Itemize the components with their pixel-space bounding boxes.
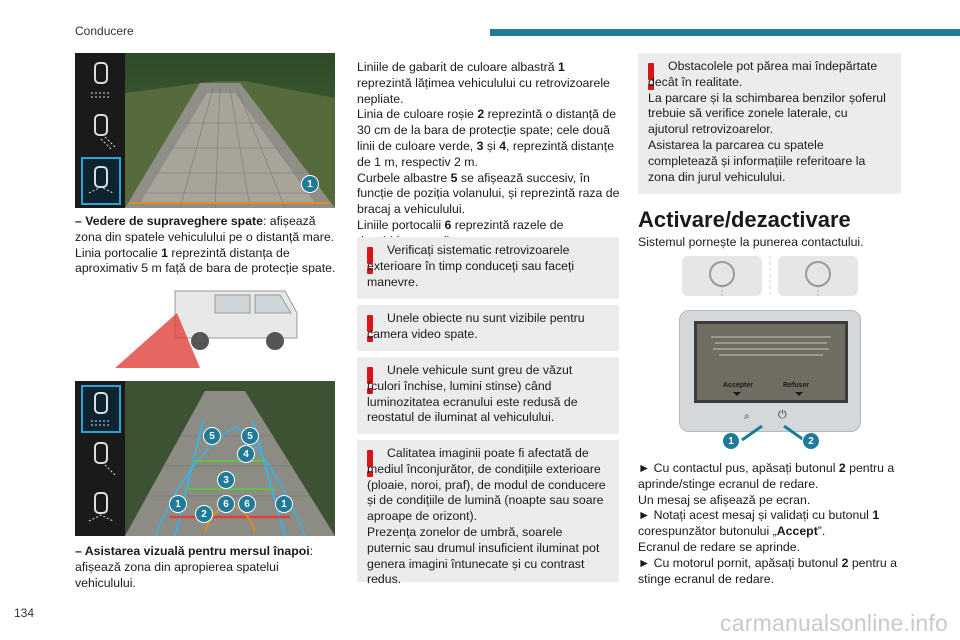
road-view: [125, 53, 335, 208]
top-view-icon-active: [81, 385, 121, 433]
view-selector-panel: [75, 53, 125, 208]
guide-marker-6-right: 6: [238, 495, 256, 513]
rear-camera-guidelines-image: [75, 381, 335, 536]
warning-box-visibility: [357, 357, 619, 434]
warning-box-objects: [357, 305, 619, 351]
long-view-description: – Vedere de supraveghere spate: afișează zona din spatele vehiculului pe o distanță mare. Linia portocalie 1 reprezintă distanța de aproximativ 5 m față de bara de protecție spate.: [75, 214, 336, 276]
camera-button[interactable]: ⌕: [744, 411, 750, 422]
guide-marker-5-right: 5: [241, 427, 259, 445]
guide-marker-6-left: 6: [217, 495, 235, 513]
warning-text-2: Prezența zonelor de umbră, soarele puternic sau drumul insuficient iluminat pot genera imagini întunecate și cu contrast redus.: [367, 524, 600, 587]
reverse-assist-title: – Asistarea vizuală pentru mersul înapoi: [75, 544, 310, 558]
header-accent-bar: [490, 29, 960, 36]
rear-view-icon-2: [81, 485, 121, 533]
running-header: Conducere: [75, 24, 134, 38]
power-button[interactable]: ⏻: [778, 409, 787, 421]
guide-marker-2: 2: [195, 505, 213, 523]
section-intro: Sistemul pornește la punerea contactului.: [638, 235, 864, 249]
callout-1-badge: 1: [722, 432, 740, 450]
guide-marker-5-left: 5: [203, 427, 221, 445]
section-heading: Activare/dezactivare: [638, 207, 851, 232]
warning-text: Verificați sistematic retrovizoarele exterioare în timp conduceți sau faceți manevre.: [367, 243, 575, 289]
consent-message-lines: [705, 332, 837, 372]
dashboard-mirror-illustration: [680, 252, 860, 300]
mirror-display: [694, 321, 848, 403]
refuse-label: Refuser: [783, 382, 810, 389]
corner-view-icon-2: [81, 435, 121, 483]
guide-marker-4: 4: [237, 445, 255, 463]
refuse-arrow-icon: [795, 392, 803, 396]
top-view-icon: [81, 57, 121, 105]
rear-view-icon: [81, 157, 121, 205]
long-view-title: – Vedere de supraveghere spate: [75, 214, 263, 228]
accept-label: Accepter: [723, 382, 753, 389]
warning-text: Unele vehicule sunt greu de văzut (culori închise, lumini stinse) când luminozitatea ecranului este redusă de reostatul de iluminat al vehiculului.: [367, 363, 578, 425]
marker-1-badge: 1: [301, 175, 319, 193]
rearview-mirror-screen-device: [679, 310, 861, 432]
van-rear-camera-illustration: [115, 283, 300, 373]
page-number: 134: [14, 606, 35, 620]
warning-box-distance: Obstacolele pot părea mai îndepărtate decât în realitate. La parcare și la schimbarea benzilor șoferul trebuie să verifice zonele laterale, cu ajutorul retrovizoarelor. Asistarea la parcarea cu spatele completează și informațiile referitoare la zona din jurul vehiculului.: [638, 53, 901, 194]
callout-2-badge: 2: [802, 432, 820, 450]
watermark: carmanualsonline.info: [720, 610, 948, 636]
guide-marker-1-right: 1: [275, 495, 293, 513]
guidelines-legend-text: Liniile de gabarit de culoare albastră 1 reprezintă lățimea vehiculului cu retrovizoarele nepliate. Linia de culoare roșie 2 reprezintă o distanță de 30 cm de la bara de protecție spate; cele două linii de culoare verde, 3 și 4, reprezintă distanțe de 1 m, respectiv 2 m. Curbele albastre 5 se afișează succesiv, în funcție de poziția volanului, și reprezintă raza de bracaj a vehiculului. Liniile portocalii 6 reprezintă razele de: [357, 60, 620, 232]
guide-marker-3: 3: [217, 471, 235, 489]
warning-box-image-quality: [357, 440, 619, 587]
activation-steps: ► Cu contactul pus, apăsați butonul 2 pentru a aprinde/stinge ecranul de redare. Un mesaj se afișează pe ecran. ► Notați acest mesaj și validați cu butonul 1 corespunzător butonului „Accept”. Ecranul de redare se aprinde. ► Cu motorul pornit, apăsați butonul 2 pentru a stinge ecranul de redare.: [638, 461, 897, 586]
guide-marker-1-left: 1: [169, 495, 187, 513]
warning-text: Unele obiecte nu sunt vizibile pentru camera video spate.: [367, 311, 585, 341]
rear-camera-long-view-image: [75, 53, 335, 208]
warning-box-mirrors: [357, 237, 619, 299]
road-view-guides: [125, 381, 335, 536]
accept-arrow-icon: [733, 392, 741, 396]
reverse-assist-description: – Asistarea vizuală pentru mersul înapoi: afișează zona din apropierea spatelui vehiculului.: [75, 544, 314, 590]
view-selector-panel-2: [75, 381, 125, 536]
button-callouts: [720, 422, 830, 452]
warning-text: Calitatea imaginii poate fi afectată de mediul înconjurător, de condițiile exterioare (ploaie, noroi, praf), de modul de conducere și de condițiile de lumină (noapte sau soare aproape de orizont).: [367, 446, 606, 524]
corner-view-icon: [81, 107, 121, 155]
